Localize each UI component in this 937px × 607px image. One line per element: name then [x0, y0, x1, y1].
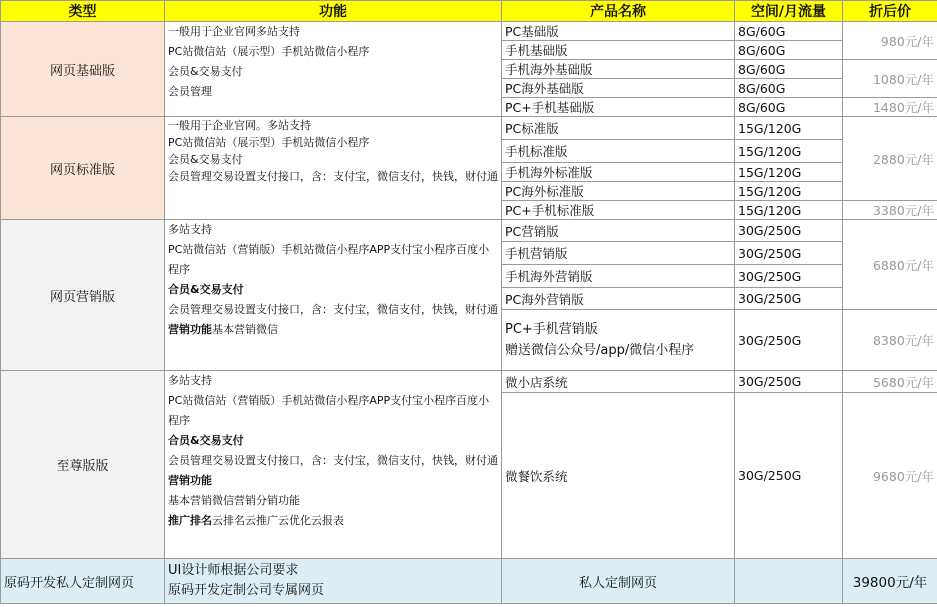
space-cell[interactable]: 15G/120G — [735, 140, 843, 163]
product-cell[interactable]: 手机海外基础版 — [502, 60, 735, 79]
space-cell[interactable]: 8G/60G — [735, 98, 843, 117]
price-cell[interactable]: 3380元/年 — [843, 201, 937, 220]
product-cell[interactable]: PC基础版 — [502, 22, 735, 41]
product-cell[interactable]: PC标准版 — [502, 117, 735, 140]
func-cell[interactable]: 多站支持 PC站微信站（营销版）手机站微信小程序APP支付宝小程序百度小程序 合员&交易支付 会员管理交易设置支付接口，含：支付宝，微信支付，快钱，财付通 营销功能 基本营销微信营销分销功能 推广排名云排名云推广云优化云报表 — [165, 371, 502, 559]
price-cell[interactable]: 1480元/年 — [843, 98, 937, 117]
table-row — [1, 371, 937, 393]
price-cell[interactable]: 8380元/年 — [843, 310, 937, 371]
space-cell[interactable]: 30G/250G — [735, 288, 843, 310]
custom-type-cell[interactable]: 原码开发私人定制网页 — [1, 559, 165, 604]
space-cell[interactable]: 30G/250G — [735, 220, 843, 242]
table-row — [1, 117, 937, 140]
product-cell[interactable]: PC海外基础版 — [502, 79, 735, 98]
product-cell[interactable]: PC+手机基础版 — [502, 98, 735, 117]
custom-space-cell[interactable] — [735, 559, 843, 604]
header-space[interactable]: 空间/月流量 — [735, 1, 843, 22]
header-price[interactable]: 折后价 — [843, 1, 937, 22]
price-cell[interactable]: 1080元/年 — [843, 60, 937, 98]
type-cell[interactable]: 网页营销版 — [1, 220, 165, 371]
space-cell[interactable]: 8G/60G — [735, 41, 843, 60]
func-cell[interactable]: 多站支持 PC站微信站（营销版）手机站微信小程序APP支付宝小程序百度小程序 合员&交易支付 会员管理交易设置支付接口，含：支付宝，微信支付，快钱，财付通 营销功能基本营销微信 — [165, 220, 502, 371]
type-cell[interactable]: 网页标准版 — [1, 117, 165, 220]
product-cell[interactable]: 微小店系统 — [502, 371, 735, 393]
custom-row — [1, 559, 937, 604]
space-cell[interactable]: 8G/60G — [735, 60, 843, 79]
product-cell[interactable]: PC海外营销版 — [502, 288, 735, 310]
space-cell[interactable]: 15G/120G — [735, 117, 843, 140]
space-cell[interactable]: 8G/60G — [735, 22, 843, 41]
product-cell[interactable]: 手机标准版 — [502, 140, 735, 163]
table-row — [1, 220, 937, 242]
price-cell[interactable]: 9680元/年 — [843, 393, 937, 559]
product-cell[interactable]: PC海外标准版 — [502, 182, 735, 201]
space-cell[interactable]: 30G/250G — [735, 265, 843, 288]
space-cell[interactable]: 30G/250G — [735, 242, 843, 265]
func-cell[interactable]: 一般用于企业官网多站支持 PC站微信站（展示型）手机站微信小程序 会员&交易支付 会员管理 — [165, 22, 502, 117]
product-cell[interactable]: 手机海外标准版 — [502, 163, 735, 182]
header-product[interactable]: 产品名称 — [502, 1, 735, 22]
price-cell[interactable]: 980元/年 — [843, 22, 937, 60]
space-cell[interactable]: 8G/60G — [735, 79, 843, 98]
space-cell[interactable]: 30G/250G — [735, 393, 843, 559]
type-cell[interactable]: 至尊版版 — [1, 371, 165, 559]
space-cell[interactable]: 15G/120G — [735, 182, 843, 201]
header-type[interactable]: 类型 — [1, 1, 165, 22]
func-cell[interactable]: 一般用于企业官网。多站支持 PC站微信站（展示型）手机站微信小程序 会员&交易支付 会员管理交易设置支付接口，含：支付宝，微信支付，快钱，财付通 — [165, 117, 502, 220]
product-cell[interactable]: PC+手机营销版 赠送微信公众号/app/微信小程序 — [502, 310, 735, 371]
space-cell[interactable]: 15G/120G — [735, 201, 843, 220]
product-cell[interactable]: 微餐饮系统 — [502, 393, 735, 559]
header-func[interactable]: 功能 — [165, 1, 502, 22]
price-cell[interactable]: 5680元/年 — [843, 371, 937, 393]
space-cell[interactable]: 30G/250G — [735, 371, 843, 393]
product-cell[interactable]: 手机海外营销版 — [502, 265, 735, 288]
product-cell[interactable]: 手机基础版 — [502, 41, 735, 60]
header-row — [1, 1, 937, 22]
type-cell[interactable]: 网页基础版 — [1, 22, 165, 117]
space-cell[interactable]: 30G/250G — [735, 310, 843, 371]
custom-func-cell[interactable]: UI设计师根据公司要求 原码开发定制公司专属网页 — [165, 559, 502, 604]
price-cell[interactable]: 6880元/年 — [843, 220, 937, 310]
product-cell[interactable]: PC营销版 — [502, 220, 735, 242]
table-row — [1, 22, 937, 41]
space-cell[interactable]: 15G/120G — [735, 163, 843, 182]
product-cell[interactable]: 手机营销版 — [502, 242, 735, 265]
price-cell[interactable]: 2880元/年 — [843, 117, 937, 201]
product-cell[interactable]: PC+手机标准版 — [502, 201, 735, 220]
custom-product-cell[interactable]: 私人定制网页 — [502, 559, 735, 604]
custom-price-cell[interactable]: 39800元/年 — [843, 559, 937, 604]
